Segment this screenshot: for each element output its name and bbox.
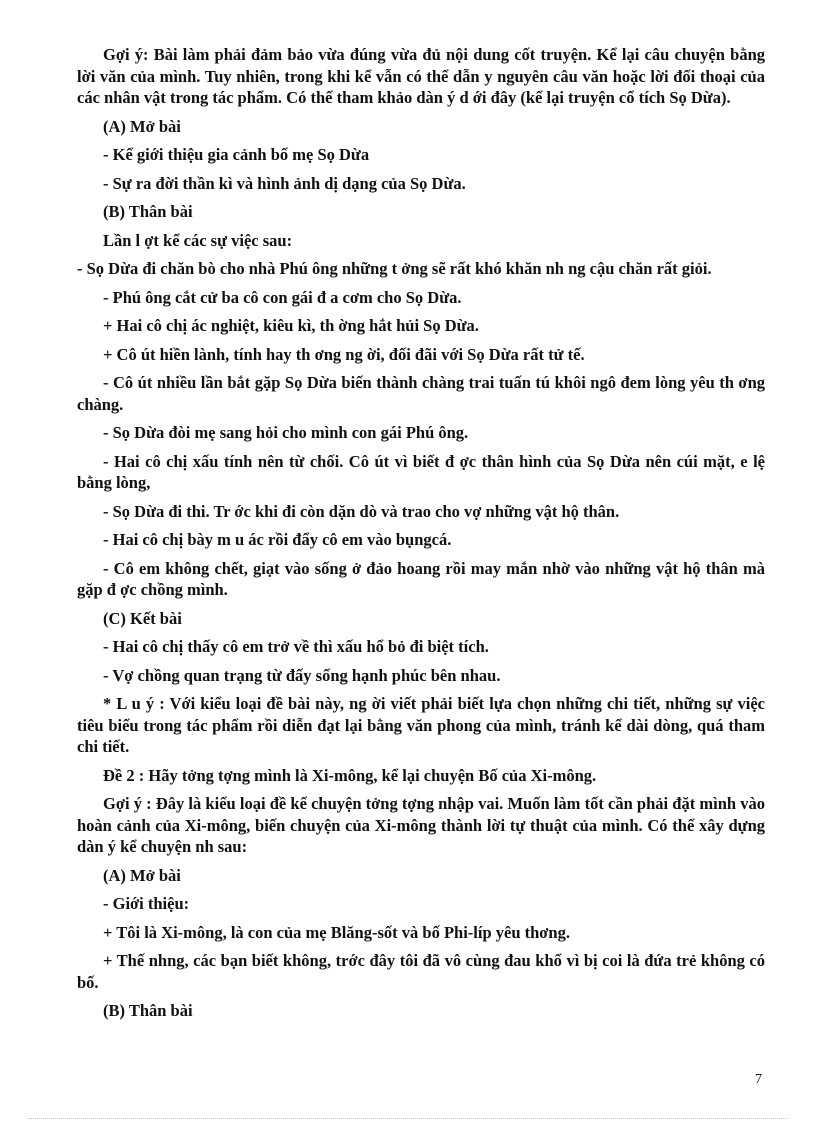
list-item: - Sọ Dừa đòi mẹ sang hỏi cho mình con gái Phú ông. [103, 423, 469, 442]
list-item: - Hai cô chị bày m u ác rồi đẩy cô em vào bụngcá. [103, 530, 452, 549]
section-heading: (A) Mở bài [103, 116, 181, 136]
list-item: - Phú ông cắt cử ba cô con gái đ a cơm cho Sọ Dừa. [103, 287, 462, 307]
list-item: - Hai cô chị xấu tính nên từ chối. Cô út vì biết đ ợc thân hình của Sọ Dừa nên cúi mặt, e lệ bằng lòng, [77, 451, 765, 492]
list-item: - Vợ chồng quan trạng từ đấy sống hạnh phúc bên nhau. [103, 665, 501, 685]
footer-divider [28, 1118, 788, 1119]
paragraph: Gợi ý: Bài làm phải đảm bảo vừa đúng vừa đủ nội dung cốt truyện. Kể lại câu chuyện bằng lời văn của mình. Tuy nhiên, trong khi kể vẫn có thể dẫn y nguyên câu văn hoặc lời đối thoại của các nhân vật trong tác phẩm. Có thể tham khảo dàn ý d ới đây (kể lại truyện cổ tích Sọ Dừa). [77, 45, 765, 107]
note-paragraph: * L u ý : Với kiểu loại đề bài này, ng ời viết phải biết lựa chọn những chi tiết, những sự việc tiêu biểu trong tác phẩm rồi diễn đạt lại bằng văn phong của mình, tránh kể dài dòng, quá tham chi tiết. [77, 694, 765, 756]
list-item: - Sự ra đời thần kì và hình ảnh dị dạng của Sọ Dừa. [103, 173, 466, 193]
list-item: + Thế nhng, các bạn biết không, trớc đây tôi đã vô cùng đau khổ vì bị coi là đứa trẻ không có bố. [77, 951, 765, 992]
list-item: - Cô em không chết, giạt vào sống ở đảo hoang rồi may mắn nhờ vào những vật hộ thân mà gặp đ ợc chồng mình. [77, 558, 765, 599]
list-item: + Cô út hiền lành, tính hay th ơng ng ời, đối đãi với Sọ Dừa rất tử tế. [103, 344, 585, 364]
exercise-title: Đề 2 : Hãy tởng tợng mình là Xi-mông, kể lại chuyện Bố của Xi-mông. [103, 765, 597, 785]
page-number: 7 [755, 1072, 762, 1087]
list-item: - Sọ Dừa đi thi. Tr ớc khi đi còn dặn dò và trao cho vợ những vật hộ thân. [103, 501, 620, 521]
list-item: - Hai cô chị thấy cô em trở về thì xấu hổ bỏ đi biệt tích. [103, 637, 489, 656]
section-heading: (A) Mở bài [103, 865, 181, 885]
document-body [77, 44, 765, 1029]
paragraph: Lần l ợt kể các sự việc sau: [103, 230, 293, 250]
section-heading: (B) Thân bài [103, 1001, 193, 1020]
list-item: + Hai cô chị ác nghiệt, kiêu kì, th ờng hắt hủi Sọ Dừa. [103, 316, 479, 335]
paragraph: Gợi ý : Đây là kiểu loại đề kể chuyện tởng tợng nhập vai. Muốn làm tốt cần phải đặt mình vào hoàn cảnh của Xi-mông, biến chuyện của Xi-mông thành lời tự thuật của mình. Có thể xây dựng dàn ý kể chuyện nh sau: [77, 794, 765, 856]
list-item: + Tôi là Xi-mông, là con của mẹ Blăng-sốt và bố Phi-líp yêu thơng. [103, 922, 570, 942]
list-item: - Kể giới thiệu gia cảnh bố mẹ Sọ Dừa [103, 145, 370, 164]
list-item: - Giới thiệu: [103, 894, 190, 913]
list-item: - Cô út nhiều lần bắt gặp Sọ Dừa biến thành chàng trai tuấn tú khôi ngô đem lòng yêu th ơng chàng. [77, 373, 765, 414]
list-item: - Sọ Dừa đi chăn bò cho nhà Phú ông những t ởng sẽ rất khó khăn nh ng cậu chăn rất giỏi. [77, 259, 712, 278]
section-heading: (B) Thân bài [103, 202, 193, 221]
section-heading: (C) Kết bài [103, 608, 182, 628]
